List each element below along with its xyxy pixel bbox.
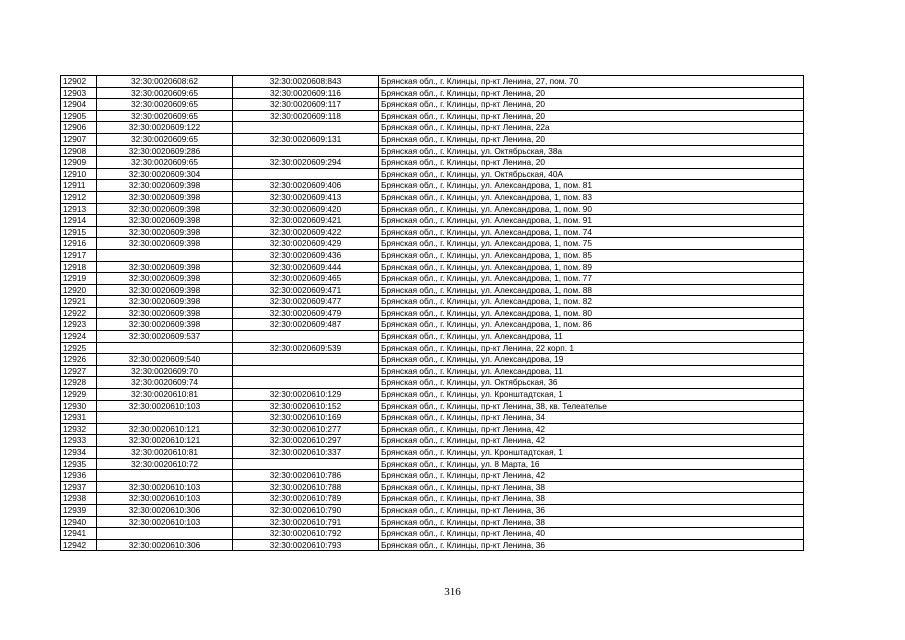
cadastral-number-cell bbox=[233, 354, 379, 366]
row-number-cell: 12907 bbox=[61, 133, 97, 145]
cadastral-number-cell: 32:30:0020609:477 bbox=[233, 296, 379, 308]
cadastral-number-cell: 32:30:0020609:420 bbox=[233, 203, 379, 215]
parent-cadastral-number-cell: 32:30:0020609:398 bbox=[97, 307, 233, 319]
row-number-cell: 12908 bbox=[61, 145, 97, 157]
parent-cadastral-number-cell: 32:30:0020609:398 bbox=[97, 284, 233, 296]
row-number-cell: 12925 bbox=[61, 342, 97, 354]
table-row bbox=[61, 331, 804, 343]
address-cell: Брянская обл., г. Клинцы, ул. Александрова, 1, пом. 83 bbox=[379, 191, 804, 203]
cadastral-number-cell: 32:30:0020609:465 bbox=[233, 273, 379, 285]
address-cell: Брянская обл., г. Клинцы, пр-кт Ленина, 42 bbox=[379, 435, 804, 447]
address-cell: Брянская обл., г. Клинцы, пр-кт Ленина, 22 корп. 1 bbox=[379, 342, 804, 354]
table-row bbox=[61, 145, 804, 157]
parent-cadastral-number-cell: 32:30:0020610:81 bbox=[97, 389, 233, 401]
cadastral-number-cell: 32:30:0020609:294 bbox=[233, 157, 379, 169]
table-row bbox=[61, 516, 804, 528]
parent-cadastral-number-cell: 32:30:0020609:398 bbox=[97, 238, 233, 250]
parent-cadastral-number-cell: 32:30:0020609:398 bbox=[97, 261, 233, 273]
address-cell: Брянская обл., г. Клинцы, пр-кт Ленина, 38 bbox=[379, 516, 804, 528]
address-cell: Брянская обл., г. Клинцы, ул. Александрова, 11 bbox=[379, 365, 804, 377]
row-number-cell: 12911 bbox=[61, 180, 97, 192]
cadastral-number-cell: 32:30:0020609:471 bbox=[233, 284, 379, 296]
cadastral-number-cell: 32:30:0020610:791 bbox=[233, 516, 379, 528]
table-row bbox=[61, 76, 804, 88]
row-number-cell: 12913 bbox=[61, 203, 97, 215]
cadastral-number-cell bbox=[233, 331, 379, 343]
row-number-cell: 12921 bbox=[61, 296, 97, 308]
table-row bbox=[61, 354, 804, 366]
table-row bbox=[61, 238, 804, 250]
cadastral-number-cell: 32:30:0020609:539 bbox=[233, 342, 379, 354]
table-row bbox=[61, 493, 804, 505]
row-number-cell: 12941 bbox=[61, 528, 97, 540]
table-row bbox=[61, 87, 804, 99]
cadastral-number-cell: 32:30:0020609:406 bbox=[233, 180, 379, 192]
parent-cadastral-number-cell: 32:30:0020609:70 bbox=[97, 365, 233, 377]
parent-cadastral-number-cell: 32:30:0020609:65 bbox=[97, 157, 233, 169]
row-number-cell: 12903 bbox=[61, 87, 97, 99]
address-cell: Брянская обл., г. Клинцы, ул. Александрова, 1, пом. 77 bbox=[379, 273, 804, 285]
table-row bbox=[61, 377, 804, 389]
parent-cadastral-number-cell: 32:30:0020610:72 bbox=[97, 458, 233, 470]
cadastral-number-cell: 32:30:0020610:152 bbox=[233, 400, 379, 412]
parent-cadastral-number-cell: 32:30:0020610:103 bbox=[97, 516, 233, 528]
parent-cadastral-number-cell: 32:30:0020610:121 bbox=[97, 423, 233, 435]
cadastral-number-cell: 32:30:0020609:421 bbox=[233, 215, 379, 227]
parent-cadastral-number-cell: 32:30:0020610:306 bbox=[97, 539, 233, 551]
parent-cadastral-number-cell bbox=[97, 470, 233, 482]
address-cell: Брянская обл., г. Клинцы, ул. Кронштадтская, 1 bbox=[379, 389, 804, 401]
cadastral-number-cell: 32:30:0020610:792 bbox=[233, 528, 379, 540]
parent-cadastral-number-cell: 32:30:0020609:398 bbox=[97, 215, 233, 227]
address-cell: Брянская обл., г. Клинцы, ул. 8 Марта, 16 bbox=[379, 458, 804, 470]
table-row bbox=[61, 249, 804, 261]
address-cell: Брянская обл., г. Клинцы, ул. Александрова, 1, пом. 81 bbox=[379, 180, 804, 192]
table-row bbox=[61, 203, 804, 215]
table-row bbox=[61, 157, 804, 169]
address-cell: Брянская обл., г. Клинцы, пр-кт Ленина, 38 bbox=[379, 493, 804, 505]
row-number-cell: 12918 bbox=[61, 261, 97, 273]
row-number-cell: 12930 bbox=[61, 400, 97, 412]
address-cell: Брянская обл., г. Клинцы, пр-кт Ленина, 42 bbox=[379, 423, 804, 435]
table-row bbox=[61, 284, 804, 296]
row-number-cell: 12936 bbox=[61, 470, 97, 482]
row-number-cell: 12909 bbox=[61, 157, 97, 169]
address-cell: Брянская обл., г. Клинцы, пр-кт Ленина, 36 bbox=[379, 504, 804, 516]
cadastral-number-cell: 32:30:0020609:429 bbox=[233, 238, 379, 250]
address-cell: Брянская обл., г. Клинцы, пр-кт Ленина, 34 bbox=[379, 412, 804, 424]
parent-cadastral-number-cell: 32:30:0020610:121 bbox=[97, 435, 233, 447]
row-number-cell: 12920 bbox=[61, 284, 97, 296]
address-cell: Брянская обл., г. Клинцы, пр-кт Ленина, 20 bbox=[379, 133, 804, 145]
row-number-cell: 12928 bbox=[61, 377, 97, 389]
parent-cadastral-number-cell bbox=[97, 412, 233, 424]
cadastral-number-cell bbox=[233, 122, 379, 134]
address-cell: Брянская обл., г. Клинцы, пр-кт Ленина, 20 bbox=[379, 99, 804, 111]
address-cell: Брянская обл., г. Клинцы, пр-кт Ленина, 38 bbox=[379, 481, 804, 493]
address-cell: Брянская обл., г. Клинцы, пр-кт Ленина, 36 bbox=[379, 539, 804, 551]
address-cell: Брянская обл., г. Клинцы, пр-кт Ленина, 22а bbox=[379, 122, 804, 134]
row-number-cell: 12942 bbox=[61, 539, 97, 551]
table-row bbox=[61, 226, 804, 238]
cadastral-number-cell bbox=[233, 458, 379, 470]
row-number-cell: 12934 bbox=[61, 447, 97, 459]
table-row bbox=[61, 99, 804, 111]
cadastral-number-cell: 32:30:0020609:487 bbox=[233, 319, 379, 331]
row-number-cell: 12914 bbox=[61, 215, 97, 227]
address-cell: Брянская обл., г. Клинцы, пр-кт Ленина, 20 bbox=[379, 110, 804, 122]
row-number-cell: 12923 bbox=[61, 319, 97, 331]
address-cell: Брянская обл., г. Клинцы, пр-кт Ленина, 20 bbox=[379, 87, 804, 99]
table-row bbox=[61, 215, 804, 227]
cadastral-number-cell: 32:30:0020608:843 bbox=[233, 76, 379, 88]
parent-cadastral-number-cell: 32:30:0020609:398 bbox=[97, 226, 233, 238]
cadastral-number-cell: 32:30:0020610:277 bbox=[233, 423, 379, 435]
row-number-cell: 12905 bbox=[61, 110, 97, 122]
address-cell: Брянская обл., г. Клинцы, ул. Октябрьская, 36 bbox=[379, 377, 804, 389]
cadastral-number-cell: 32:30:0020609:479 bbox=[233, 307, 379, 319]
row-number-cell: 12931 bbox=[61, 412, 97, 424]
table-row bbox=[61, 133, 804, 145]
cadastral-number-cell: 32:30:0020609:117 bbox=[233, 99, 379, 111]
table-row bbox=[61, 539, 804, 551]
table-row bbox=[61, 191, 804, 203]
row-number-cell: 12932 bbox=[61, 423, 97, 435]
row-number-cell: 12927 bbox=[61, 365, 97, 377]
table-row bbox=[61, 122, 804, 134]
cadastral-number-cell: 32:30:0020610:337 bbox=[233, 447, 379, 459]
page-number: 316 bbox=[444, 586, 461, 598]
table-row bbox=[61, 307, 804, 319]
parent-cadastral-number-cell: 32:30:0020610:103 bbox=[97, 481, 233, 493]
table-row bbox=[61, 389, 804, 401]
address-cell: Брянская обл., г. Клинцы, ул. Александрова, 1, пом. 89 bbox=[379, 261, 804, 273]
cadastral-number-cell: 32:30:0020610:790 bbox=[233, 504, 379, 516]
row-number-cell: 12933 bbox=[61, 435, 97, 447]
row-number-cell: 12904 bbox=[61, 99, 97, 111]
cadastral-number-cell: 32:30:0020610:786 bbox=[233, 470, 379, 482]
row-number-cell: 12939 bbox=[61, 504, 97, 516]
cadastral-number-cell: 32:30:0020609:116 bbox=[233, 87, 379, 99]
row-number-cell: 12915 bbox=[61, 226, 97, 238]
parent-cadastral-number-cell: 32:30:0020609:398 bbox=[97, 273, 233, 285]
row-number-cell: 12940 bbox=[61, 516, 97, 528]
parent-cadastral-number-cell: 32:30:0020609:398 bbox=[97, 296, 233, 308]
address-cell: Брянская обл., г. Клинцы, ул. Александрова, 1, пом. 82 bbox=[379, 296, 804, 308]
cadastral-number-cell: 32:30:0020609:422 bbox=[233, 226, 379, 238]
address-cell: Брянская обл., г. Клинцы, ул. Александрова, 1, пом. 86 bbox=[379, 319, 804, 331]
cadastral-number-cell: 32:30:0020610:788 bbox=[233, 481, 379, 493]
parent-cadastral-number-cell: 32:30:0020609:65 bbox=[97, 87, 233, 99]
table-row bbox=[61, 423, 804, 435]
parent-cadastral-number-cell: 32:30:0020610:103 bbox=[97, 493, 233, 505]
table-row bbox=[61, 504, 804, 516]
parent-cadastral-number-cell: 32:30:0020609:398 bbox=[97, 191, 233, 203]
table-row bbox=[61, 412, 804, 424]
table-row bbox=[61, 447, 804, 459]
table-row bbox=[61, 168, 804, 180]
table-row bbox=[61, 273, 804, 285]
parent-cadastral-number-cell: 32:30:0020609:398 bbox=[97, 203, 233, 215]
table-row bbox=[61, 342, 804, 354]
address-cell: Брянская обл., г. Клинцы, ул. Александрова, 1, пом. 91 bbox=[379, 215, 804, 227]
parent-cadastral-number-cell: 32:30:0020610:103 bbox=[97, 400, 233, 412]
address-cell: Брянская обл., г. Клинцы, ул. Октябрьская, 40А bbox=[379, 168, 804, 180]
parent-cadastral-number-cell: 32:30:0020609:65 bbox=[97, 133, 233, 145]
row-number-cell: 12919 bbox=[61, 273, 97, 285]
row-number-cell: 12937 bbox=[61, 481, 97, 493]
parent-cadastral-number-cell: 32:30:0020610:306 bbox=[97, 504, 233, 516]
cadastral-number-cell: 32:30:0020609:413 bbox=[233, 191, 379, 203]
parent-cadastral-number-cell: 32:30:0020609:286 bbox=[97, 145, 233, 157]
cadastral-number-cell: 32:30:0020609:444 bbox=[233, 261, 379, 273]
parent-cadastral-number-cell: 32:30:0020609:304 bbox=[97, 168, 233, 180]
address-cell: Брянская обл., г. Клинцы, ул. Кронштадтская, 1 bbox=[379, 447, 804, 459]
cadastral-number-cell: 32:30:0020610:129 bbox=[233, 389, 379, 401]
property-register-table bbox=[60, 75, 804, 551]
parent-cadastral-number-cell: 32:30:0020609:74 bbox=[97, 377, 233, 389]
address-cell: Брянская обл., г. Клинцы, ул. Александрова, 19 bbox=[379, 354, 804, 366]
address-cell: Брянская обл., г. Клинцы, ул. Александрова, 1, пом. 85 bbox=[379, 249, 804, 261]
row-number-cell: 12902 bbox=[61, 76, 97, 88]
address-cell: Брянская обл., г. Клинцы, ул. Александрова, 11 bbox=[379, 331, 804, 343]
table-row bbox=[61, 458, 804, 470]
parent-cadastral-number-cell bbox=[97, 342, 233, 354]
address-cell: Брянская обл., г. Клинцы, пр-кт Ленина, 20 bbox=[379, 157, 804, 169]
cadastral-number-cell: 32:30:0020610:793 bbox=[233, 539, 379, 551]
table-row bbox=[61, 481, 804, 493]
table-row bbox=[61, 528, 804, 540]
cadastral-number-cell: 32:30:0020610:789 bbox=[233, 493, 379, 505]
row-number-cell: 12935 bbox=[61, 458, 97, 470]
parent-cadastral-number-cell: 32:30:0020609:65 bbox=[97, 99, 233, 111]
row-number-cell: 12906 bbox=[61, 122, 97, 134]
row-number-cell: 12929 bbox=[61, 389, 97, 401]
table-body bbox=[61, 76, 804, 551]
row-number-cell: 12924 bbox=[61, 331, 97, 343]
address-cell: Брянская обл., г. Клинцы, ул. Александрова, 1, пом. 90 bbox=[379, 203, 804, 215]
cadastral-number-cell: 32:30:0020609:436 bbox=[233, 249, 379, 261]
parent-cadastral-number-cell: 32:30:0020610:81 bbox=[97, 447, 233, 459]
row-number-cell: 12912 bbox=[61, 191, 97, 203]
address-cell: Брянская обл., г. Клинцы, пр-кт Ленина, 40 bbox=[379, 528, 804, 540]
table-row bbox=[61, 261, 804, 273]
parent-cadastral-number-cell: 32:30:0020609:398 bbox=[97, 319, 233, 331]
cadastral-number-cell: 32:30:0020610:297 bbox=[233, 435, 379, 447]
cadastral-number-cell bbox=[233, 145, 379, 157]
row-number-cell: 12917 bbox=[61, 249, 97, 261]
address-cell: Брянская обл., г. Клинцы, пр-кт Ленина, 38, кв. Телеателье bbox=[379, 400, 804, 412]
address-cell: Брянская обл., г. Клинцы, ул. Александрова, 1, пом. 75 bbox=[379, 238, 804, 250]
table-row bbox=[61, 296, 804, 308]
table-row bbox=[61, 319, 804, 331]
address-cell: Брянская обл., г. Клинцы, ул. Александрова, 1, пом. 80 bbox=[379, 307, 804, 319]
table-row bbox=[61, 400, 804, 412]
parent-cadastral-number-cell bbox=[97, 528, 233, 540]
parent-cadastral-number-cell: 32:30:0020609:122 bbox=[97, 122, 233, 134]
table-row bbox=[61, 110, 804, 122]
row-number-cell: 12916 bbox=[61, 238, 97, 250]
parent-cadastral-number-cell bbox=[97, 249, 233, 261]
cadastral-number-cell bbox=[233, 365, 379, 377]
parent-cadastral-number-cell: 32:30:0020609:537 bbox=[97, 331, 233, 343]
parent-cadastral-number-cell: 32:30:0020609:65 bbox=[97, 110, 233, 122]
parent-cadastral-number-cell: 32:30:0020608:62 bbox=[97, 76, 233, 88]
table-row bbox=[61, 180, 804, 192]
cadastral-number-cell bbox=[233, 377, 379, 389]
cadastral-number-cell bbox=[233, 168, 379, 180]
cadastral-number-cell: 32:30:0020610:169 bbox=[233, 412, 379, 424]
row-number-cell: 12910 bbox=[61, 168, 97, 180]
address-cell: Брянская обл., г. Клинцы, ул. Октябрьская, 38а bbox=[379, 145, 804, 157]
address-cell: Брянская обл., г. Клинцы, пр-кт Ленина, 42 bbox=[379, 470, 804, 482]
parent-cadastral-number-cell: 32:30:0020609:398 bbox=[97, 180, 233, 192]
address-cell: Брянская обл., г. Клинцы, пр-кт Ленина, 27, пом. 70 bbox=[379, 76, 804, 88]
table-row bbox=[61, 435, 804, 447]
cadastral-number-cell: 32:30:0020609:118 bbox=[233, 110, 379, 122]
table-row bbox=[61, 365, 804, 377]
address-cell: Брянская обл., г. Клинцы, ул. Александрова, 1, пом. 74 bbox=[379, 226, 804, 238]
row-number-cell: 12938 bbox=[61, 493, 97, 505]
row-number-cell: 12926 bbox=[61, 354, 97, 366]
parent-cadastral-number-cell: 32:30:0020609:540 bbox=[97, 354, 233, 366]
row-number-cell: 12922 bbox=[61, 307, 97, 319]
table-row bbox=[61, 470, 804, 482]
cadastral-number-cell: 32:30:0020609:131 bbox=[233, 133, 379, 145]
address-cell: Брянская обл., г. Клинцы, ул. Александрова, 1, пом. 88 bbox=[379, 284, 804, 296]
